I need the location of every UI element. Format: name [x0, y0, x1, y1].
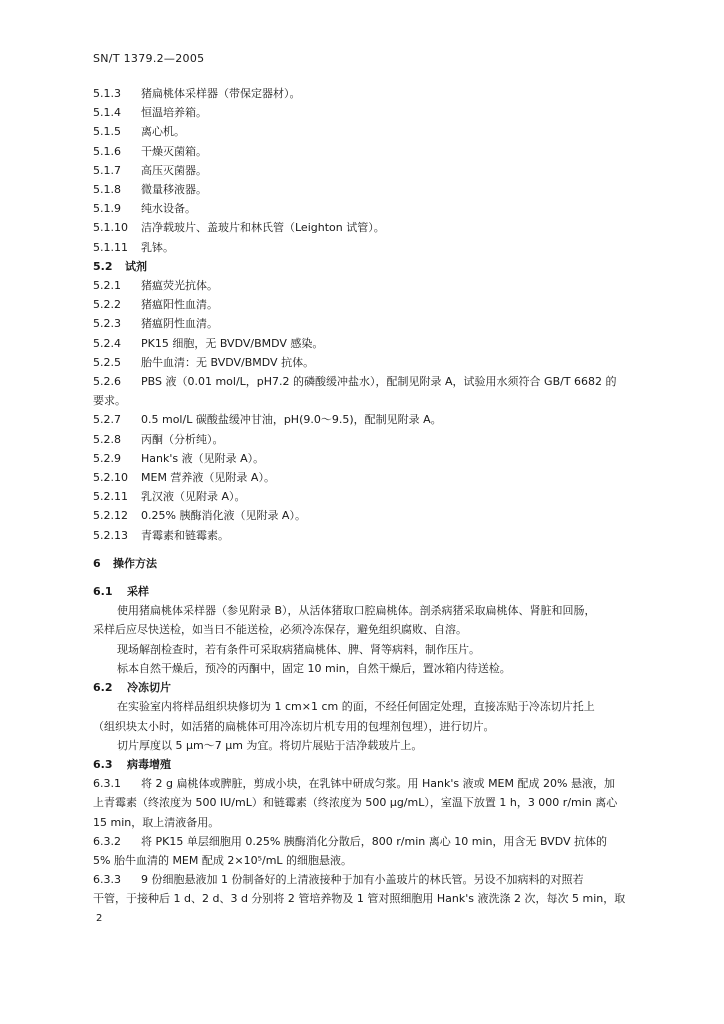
item-text: 微量移液器。 — [141, 183, 207, 197]
list-item — [93, 487, 658, 506]
section-title: 采样 — [127, 585, 149, 599]
chapter-title: 操作方法 — [113, 556, 157, 570]
paragraph — [93, 620, 658, 639]
virus-step-633 — [93, 870, 658, 889]
virus-step-631 — [93, 774, 658, 793]
item-text: 猪瘟阴性血清。 — [141, 317, 218, 331]
item-text: PK15 细胞，无 BVDV/BMDV 感染。 — [141, 336, 324, 350]
paragraph — [93, 601, 658, 620]
item-number: 5.1.8 — [93, 183, 121, 197]
item-number: 5.1.5 — [93, 125, 121, 139]
list-item — [93, 334, 658, 353]
virus-step-632 — [93, 832, 658, 851]
list-item — [93, 199, 658, 218]
item-number: 5.2.5 — [93, 355, 121, 369]
list-item — [93, 430, 658, 449]
item-number: 5.1.6 — [93, 144, 121, 158]
page-number: 2 — [96, 913, 103, 924]
item-number: 5.1.9 — [93, 202, 121, 216]
section-number: 5.2 — [93, 259, 113, 273]
virus-step-633-cont — [93, 889, 658, 908]
item-text: MEM 营养液（见附录 A）。 — [141, 471, 275, 485]
paragraph-line: （组织块太小时，如活猪的扁桃体可用冷冻切片机专用的包埋剂包埋），进行切片。 — [93, 719, 495, 733]
paragraph-line: 采样后应尽快送检，如当日不能送检，必须冷冻保存，避免组织腐败、自溶。 — [93, 623, 467, 637]
item-text: 干燥灭菌箱。 — [141, 144, 207, 158]
item-number: 5.2.10 — [93, 471, 128, 485]
section-heading-sampling — [93, 582, 658, 601]
item-text: 9 份细胞悬液加 1 份制备好的上清液接种于加有小盖玻片的林氏管。另设不加病料的对照若 — [141, 873, 584, 887]
item-text: 猪瘟荧光抗体。 — [141, 279, 218, 293]
chapter-number: 6 — [93, 556, 101, 570]
item-number: 5.2.1 — [93, 279, 121, 293]
item-number: 5.1.7 — [93, 163, 121, 177]
section-title: 试剂 — [125, 259, 147, 273]
virus-step-631-cont — [93, 793, 658, 812]
paragraph-line: 现场解剖检查时，若有条件可采取病猪扁桃体、脾、肾等病料，制作压片。 — [117, 642, 480, 656]
list-item — [93, 218, 658, 237]
item-text: Hank's 液（见附录 A）。 — [141, 451, 265, 465]
list-item — [93, 161, 658, 180]
list-item — [93, 353, 658, 372]
equipment-list — [93, 84, 658, 257]
virus-step-631-cont — [93, 813, 658, 832]
list-item — [93, 142, 658, 161]
item-text-continued: 上青霉素（终浓度为 500 IU/mL）和链霉素（终浓度为 500 μg/mL），室温下放置 1 h，3 000 r/min 离心 — [93, 796, 618, 810]
item-text-continued: 干管，于接种后 1 d、2 d、3 d 分别将 2 管培养物及 1 管对照细胞用 Hank's 液洗涤 2 次，每次 5 min，取 — [93, 892, 626, 906]
list-item — [93, 276, 658, 295]
item-text: 高压灭菌器。 — [141, 163, 207, 177]
section-number: 6.2 — [93, 681, 113, 695]
item-number: 6.3.2 — [93, 834, 121, 848]
paragraph — [93, 659, 658, 678]
list-item — [93, 526, 658, 545]
item-text: 洁净载玻片、盖玻片和林氏管（Leighton 试管）。 — [141, 221, 385, 235]
item-text: PBS 液（0.01 mol/L，pH7.2 的磷酸缓冲盐水），配制见附录 A，试验用水须符合 GB/T 6682 的 — [141, 375, 617, 389]
item-text: 乳钵。 — [141, 240, 174, 254]
list-item — [93, 506, 658, 525]
list-item — [93, 410, 658, 429]
list-item — [93, 122, 658, 141]
item-text: 纯水设备。 — [141, 202, 196, 216]
item-number: 5.1.3 — [93, 87, 121, 100]
item-number: 5.2.9 — [93, 451, 121, 465]
paragraph-line: 使用猪扁桃体采样器（参见附录 B），从活体猪取口腔扁桃体。剖杀病猪采取扁桃体、肾脏和回肠， — [117, 604, 596, 618]
paragraph — [93, 717, 658, 736]
item-text: 胎牛血清：无 BVDV/BMDV 抗体。 — [141, 355, 315, 369]
item-text-continued: 15 min，取上清液备用。 — [93, 815, 220, 829]
list-item — [93, 295, 658, 314]
item-number: 6.3.3 — [93, 873, 121, 887]
item-number: 5.2.4 — [93, 336, 121, 350]
paragraph — [93, 736, 658, 755]
item-text: 猪扁桃体采样器（带保定器材）。 — [141, 87, 301, 100]
item-text-continued: 要求。 — [93, 394, 126, 408]
reagent-list-a — [93, 276, 658, 372]
section-title: 冷冻切片 — [127, 681, 171, 695]
virus-step-632-cont — [93, 851, 658, 870]
paragraph-line: 在实验室内将样品组织块修切为 1 cm×1 cm 的面，不经任何固定处理，直接冻贴于冷冻切片托上 — [117, 700, 595, 714]
document-header: SN/T 1379.2—2005 — [93, 52, 205, 65]
item-number: 5.2.12 — [93, 509, 128, 523]
item-text: 猪瘟阳性血清。 — [141, 298, 218, 312]
list-item — [93, 468, 658, 487]
reagent-list-b — [93, 410, 658, 544]
section-heading-reagents — [93, 257, 658, 276]
item-text: 恒温培养箱。 — [141, 106, 207, 120]
item-text: 将 PK15 单层细胞用 0.25% 胰酶消化分散后，800 r/min 离心 10 min，用含无 BVDV 抗体的 — [141, 834, 607, 848]
item-number: 5.2.11 — [93, 490, 128, 504]
item-number: 5.1.10 — [93, 221, 128, 235]
section-number: 6.1 — [93, 585, 113, 599]
list-item — [93, 180, 658, 199]
paragraph-line: 切片厚度以 5 μm～7 μm 为宜。将切片展贴于洁净载玻片上。 — [117, 738, 423, 752]
item-number: 6.3.1 — [93, 777, 121, 791]
item-number: 5.1.11 — [93, 240, 128, 254]
section-number: 6.3 — [93, 757, 113, 771]
chapter-heading — [93, 554, 658, 573]
item-text-continued: 5% 胎牛血清的 MEM 配成 2×10⁵/mL 的细胞悬液。 — [93, 853, 353, 867]
item-number: 5.2.8 — [93, 432, 121, 446]
section-heading-virus — [93, 755, 658, 774]
item-text: 0.25% 胰酶消化液（见附录 A）。 — [141, 509, 306, 523]
list-item — [93, 314, 658, 333]
item-number: 5.2.3 — [93, 317, 121, 331]
paragraph — [93, 640, 658, 659]
item-number: 5.2.7 — [93, 413, 121, 427]
document-body — [93, 84, 658, 909]
item-text: 丙酮（分析纯）。 — [141, 432, 224, 446]
reagent-item-pbs — [93, 372, 658, 391]
list-item — [93, 449, 658, 468]
item-text: 乳汉液（见附录 A）。 — [141, 490, 246, 504]
section-title: 病毒增殖 — [127, 757, 171, 771]
item-text: 0.5 mol/L 碳酸盐缓冲甘油，pH(9.0～9.5)，配制见附录 A。 — [141, 413, 442, 427]
item-number: 5.2.6 — [93, 375, 121, 389]
item-number: 5.2.13 — [93, 528, 128, 542]
list-item — [93, 238, 658, 257]
section-heading-frozen — [93, 678, 658, 697]
reagent-item-pbs-continued — [93, 391, 658, 410]
paragraph-line: 标本自然干燥后，预冷的丙酮中，固定 10 min，自然干燥后，置冰箱内待送检。 — [117, 661, 511, 675]
paragraph — [93, 697, 658, 716]
list-item — [93, 84, 658, 103]
item-text: 离心机。 — [141, 125, 185, 139]
item-number: 5.2.2 — [93, 298, 121, 312]
item-text: 将 2 g 扁桃体或脾脏，剪成小块，在乳钵中研成匀浆。用 Hank's 液或 MEM 配成 20% 悬液，加 — [141, 777, 615, 791]
item-number: 5.1.4 — [93, 106, 121, 120]
list-item — [93, 103, 658, 122]
item-text: 青霉素和链霉素。 — [141, 528, 229, 542]
